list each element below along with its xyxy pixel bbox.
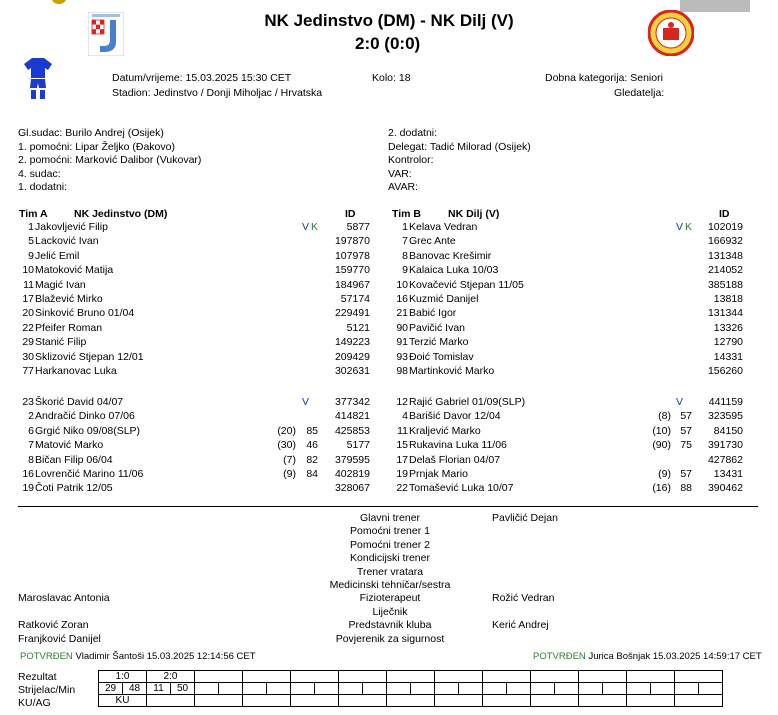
player-id: 302631 bbox=[334, 365, 370, 377]
player-id: 5177 bbox=[346, 439, 370, 452]
sub-for: (8) bbox=[658, 410, 671, 423]
official-right-line: VAR: bbox=[388, 167, 412, 180]
staff-away: Pavličić Dejan bbox=[492, 512, 558, 524]
official-right-line: AVAR: bbox=[388, 181, 418, 193]
grid-cell: 1:0 bbox=[99, 671, 147, 683]
team-a-id-header: ID bbox=[345, 208, 356, 220]
staff-role: Liječnik bbox=[372, 605, 408, 618]
player-name: Čoti Patrik 12/05 bbox=[35, 482, 113, 495]
player-name: Barišić Davor 12/04 bbox=[409, 410, 501, 423]
grid-cell bbox=[483, 671, 531, 683]
sub-for: (9) bbox=[658, 468, 671, 480]
staff-role: Trener vratara bbox=[356, 565, 424, 578]
player-id: 156260 bbox=[707, 365, 743, 377]
label-strijelac: Strijelac/Min bbox=[18, 684, 76, 696]
player-name: Andračić Dinko 07/06 bbox=[35, 410, 135, 423]
player-id: 391730 bbox=[707, 439, 743, 452]
player-number: 5 bbox=[28, 235, 34, 248]
player-number: 9 bbox=[402, 264, 408, 277]
team-b-label: Tim B bbox=[392, 208, 421, 220]
player-number: 90 bbox=[396, 321, 408, 334]
sub-minute: 57 bbox=[680, 424, 692, 437]
official-left-line: 1. pomoćni: Lipar Željko (Đakovo) bbox=[18, 140, 175, 153]
staff-home: Franjković Danijel bbox=[18, 632, 101, 645]
grid-cell bbox=[675, 683, 699, 695]
player-id: 328067 bbox=[334, 482, 370, 495]
grid-cell bbox=[675, 695, 723, 707]
player-name: Škorić David 04/07 bbox=[35, 396, 124, 408]
player-name: Lovrenčić Marino 11/06 bbox=[35, 468, 144, 480]
player-name: Jelić Emil bbox=[35, 249, 80, 262]
grid-cell bbox=[555, 683, 579, 695]
player-id: 102019 bbox=[707, 221, 743, 233]
match-title: NK Jedinstvo (DM) - NK Dilj (V) bbox=[264, 11, 514, 30]
grid-cell: 2:0 bbox=[147, 671, 195, 683]
sub-for: (10) bbox=[652, 424, 671, 437]
player-id: 57174 bbox=[340, 293, 370, 305]
player-number: 21 bbox=[396, 307, 408, 320]
player-name: Kovačević Stjepan 11/05 bbox=[409, 278, 524, 291]
grid-cell bbox=[603, 683, 627, 695]
grid-cell bbox=[291, 695, 339, 707]
player-id: 84150 bbox=[713, 424, 743, 437]
grid-cell bbox=[627, 671, 675, 683]
player-name: Matović Marko bbox=[35, 439, 104, 452]
player-number: 11 bbox=[397, 424, 408, 437]
player-id: 385188 bbox=[707, 278, 743, 291]
jersey-icon bbox=[24, 58, 52, 100]
staff-away: Rožić Vedran bbox=[492, 592, 555, 605]
staff-home: Maroslavac Antonia bbox=[18, 592, 110, 605]
grid-cell bbox=[339, 683, 363, 695]
sub-minute: 75 bbox=[680, 439, 692, 452]
player-id: 159770 bbox=[334, 264, 370, 277]
grid-cell: 50 bbox=[171, 683, 195, 695]
sub-minute: 88 bbox=[680, 482, 692, 495]
grid-cell bbox=[531, 683, 555, 695]
grid-cell: 29 bbox=[99, 683, 123, 695]
player-name: Pfeifer Roman bbox=[35, 321, 103, 334]
official-left-line: Gl.sudac: Burilo Andrej (Osijek) bbox=[18, 127, 164, 139]
grid-cell bbox=[627, 695, 675, 707]
grid-cell bbox=[675, 671, 723, 683]
sub-for: (30) bbox=[277, 439, 296, 452]
player-number: 8 bbox=[402, 249, 408, 262]
player-number: 9 bbox=[28, 249, 34, 262]
staff-role: Kondicijski trener bbox=[350, 552, 430, 565]
player-id: 377342 bbox=[334, 396, 370, 408]
player-id: 107978 bbox=[334, 249, 370, 262]
player-name: Prnjak Mario bbox=[409, 468, 468, 480]
grid-cell bbox=[483, 683, 507, 695]
vice-mark: V bbox=[676, 221, 684, 233]
player-name: Kalaica Luka 10/03 bbox=[409, 264, 499, 277]
grid-cell bbox=[435, 683, 459, 695]
sub-for: (16) bbox=[652, 482, 671, 495]
player-number: 20 bbox=[22, 307, 34, 320]
team-a-name: NK Jedinstvo (DM) bbox=[74, 208, 168, 220]
player-name: Grgić Niko 09/08(SLP) bbox=[35, 424, 141, 437]
sub-for: (20) bbox=[277, 424, 296, 437]
grid-cell bbox=[243, 671, 291, 683]
grid-cell bbox=[507, 683, 531, 695]
player-id: 414821 bbox=[334, 410, 370, 423]
player-name: Matoković Matija bbox=[35, 264, 114, 277]
staff-away: Kerić Andrej bbox=[492, 619, 549, 632]
player-number: 16 bbox=[22, 468, 34, 480]
player-name: Kraljević Marko bbox=[409, 424, 481, 437]
player-id: 379595 bbox=[334, 453, 370, 466]
player-number: 30 bbox=[22, 350, 34, 363]
grid-cell bbox=[435, 671, 483, 683]
player-name: Lacković Ivan bbox=[35, 235, 99, 248]
player-id: 13431 bbox=[713, 468, 743, 480]
player-id: 390462 bbox=[707, 482, 743, 495]
player-name: Kelava Vedran bbox=[409, 221, 478, 233]
grid-cell bbox=[267, 683, 291, 695]
captain-mark: K bbox=[311, 221, 319, 233]
grid-cell bbox=[291, 671, 339, 683]
player-number: 23 bbox=[22, 396, 34, 408]
grid-cell bbox=[339, 695, 387, 707]
player-id: 427862 bbox=[707, 453, 743, 466]
official-left-line: 1. dodatni: bbox=[18, 181, 68, 193]
player-name: Harkanovac Luka bbox=[35, 365, 117, 377]
player-id: 441159 bbox=[708, 396, 743, 408]
player-name: Grec Ante bbox=[409, 235, 456, 248]
player-number: 22 bbox=[396, 482, 408, 495]
home-confirm-status: POTVRĐEN bbox=[20, 651, 73, 662]
grid-cell bbox=[531, 671, 579, 683]
player-number: 77 bbox=[22, 365, 34, 377]
label-rezultat: Rezultat bbox=[18, 671, 57, 683]
vice-mark: V bbox=[302, 221, 310, 233]
team-b-id-header: ID bbox=[719, 208, 730, 220]
grid-cell bbox=[147, 695, 195, 707]
player-number: 6 bbox=[28, 424, 34, 437]
player-name: Terzić Marko bbox=[409, 336, 469, 349]
grid-row-ku bbox=[99, 695, 723, 707]
player-number: 29 bbox=[22, 336, 34, 349]
team-b-name: NK Dilj (V) bbox=[448, 208, 500, 220]
player-id: 14331 bbox=[713, 350, 743, 363]
player-number: 17 bbox=[396, 453, 408, 466]
home-confirmation bbox=[20, 651, 256, 662]
player-name: Martinković Marko bbox=[409, 365, 495, 377]
grid-cell bbox=[291, 683, 315, 695]
divider bbox=[18, 506, 758, 507]
grid-cell bbox=[219, 683, 243, 695]
player-name: Delaš Florian 04/07 bbox=[409, 453, 501, 466]
player-id: 402819 bbox=[334, 468, 370, 480]
grid-cell bbox=[243, 695, 291, 707]
grid-cell: 48 bbox=[123, 683, 147, 695]
sub-for: (9) bbox=[283, 468, 296, 480]
grid-cell bbox=[315, 683, 339, 695]
grid-cell bbox=[579, 695, 627, 707]
player-id: 13818 bbox=[713, 293, 743, 305]
player-id: 425853 bbox=[334, 424, 370, 437]
sub-for: (90) bbox=[652, 439, 671, 452]
vice-mark: V bbox=[302, 396, 310, 408]
player-name: Stanić Filip bbox=[35, 336, 87, 349]
player-id: 323595 bbox=[707, 410, 743, 423]
player-number: 15 bbox=[396, 439, 408, 452]
official-right-line: 2. dodatni: bbox=[388, 127, 438, 139]
grid-cell bbox=[579, 683, 603, 695]
grid-cell bbox=[411, 683, 435, 695]
player-number: 98 bbox=[396, 365, 408, 377]
player-name: Babić Igor bbox=[409, 307, 457, 320]
staff-role: Fizioterapeut bbox=[359, 592, 421, 605]
grid-cell bbox=[243, 683, 267, 695]
stadium: Stadion: Jedinstvo / Donji Miholjac / Hrvatska bbox=[112, 87, 323, 99]
grid-cell bbox=[387, 671, 435, 683]
grid-cell bbox=[435, 695, 483, 707]
match-score: 2:0 (0:0) bbox=[355, 34, 421, 53]
player-number: 93 bbox=[396, 350, 408, 363]
player-number: 16 bbox=[396, 293, 408, 305]
grid-row-strijelac bbox=[99, 683, 723, 695]
player-id: 184967 bbox=[334, 278, 370, 291]
player-name: Pavičić Ivan bbox=[409, 321, 466, 334]
grid-cell bbox=[699, 683, 723, 695]
grid-cell bbox=[195, 683, 219, 695]
player-id: 149223 bbox=[334, 336, 370, 349]
player-id: 214052 bbox=[707, 264, 743, 277]
grid-cell bbox=[459, 683, 483, 695]
player-name: Rukavina Luka 11/06 bbox=[409, 439, 507, 452]
player-number: 1 bbox=[402, 221, 408, 233]
label-ku-ag: KU/AG bbox=[18, 697, 51, 709]
staff-role: Glavni trener bbox=[359, 512, 421, 524]
player-name: Tomašević Luka 10/07 bbox=[409, 482, 514, 495]
team-a-label: Tim A bbox=[19, 208, 48, 220]
grid-cell bbox=[195, 671, 243, 683]
player-id: 5121 bbox=[346, 321, 370, 334]
spectators: Gledatelja: bbox=[614, 87, 665, 99]
player-id: 197870 bbox=[334, 235, 370, 248]
staff-role: Pomoćni trener 1 bbox=[350, 525, 430, 538]
player-number: 10 bbox=[22, 264, 34, 277]
player-id: 229491 bbox=[334, 307, 370, 320]
player-number: 7 bbox=[28, 439, 34, 452]
player-number: 19 bbox=[396, 468, 408, 480]
away-confirm-text: Jurica Bošnjak 15.03.2025 14:59:17 CET bbox=[588, 651, 762, 662]
player-number: 8 bbox=[28, 453, 34, 466]
player-number: 1 bbox=[28, 221, 34, 233]
player-name: Magić Ivan bbox=[35, 278, 86, 291]
player-name: Kuzmić Danijel bbox=[409, 293, 479, 305]
player-name: Sklizović Stjepan 12/01 bbox=[35, 350, 144, 363]
player-id: 13326 bbox=[713, 321, 743, 334]
sub-for: (7) bbox=[283, 453, 296, 466]
player-number: 12 bbox=[396, 396, 408, 408]
grid-cell bbox=[195, 695, 243, 707]
official-right-line: Delegat: Tadić Milorad (Osijek) bbox=[388, 140, 531, 153]
age-category: Dobna kategorija: Seniori bbox=[545, 72, 663, 84]
grid-cell bbox=[363, 683, 387, 695]
grid-cell bbox=[387, 695, 435, 707]
grid-cell bbox=[651, 683, 675, 695]
grid-cell bbox=[483, 695, 531, 707]
away-confirm-status: POTVRĐEN bbox=[533, 651, 586, 662]
player-id: 131348 bbox=[707, 249, 743, 262]
player-name: Banovac Krešimir bbox=[409, 249, 492, 262]
captain-mark: K bbox=[685, 221, 693, 233]
sub-minute: 46 bbox=[306, 439, 318, 452]
player-name: Sinković Bruno 01/04 bbox=[35, 307, 135, 320]
official-right-line: Kontrolor: bbox=[388, 154, 434, 166]
player-number: 11 bbox=[23, 278, 34, 291]
player-number: 22 bbox=[22, 321, 34, 334]
away-confirmation bbox=[533, 651, 762, 662]
sub-minute: 57 bbox=[680, 410, 692, 423]
sub-minute: 85 bbox=[306, 424, 318, 437]
staff-role: Medicinski tehničar/sestra bbox=[329, 579, 451, 591]
grid-cell: 11 bbox=[147, 683, 171, 695]
home-confirm-text: Vladimir Šantoši 15.03.2025 12:14:56 CET bbox=[75, 651, 256, 662]
player-number: 10 bbox=[396, 278, 408, 291]
player-number: 19 bbox=[22, 482, 34, 495]
grid-cell bbox=[531, 695, 579, 707]
grid-cell bbox=[579, 671, 627, 683]
staff-role: Predstavnik kluba bbox=[348, 619, 432, 632]
sub-minute: 57 bbox=[680, 468, 692, 480]
player-number: 2 bbox=[28, 410, 34, 423]
player-number: 17 bbox=[22, 293, 34, 305]
official-left-line: 2. pomoćni: Marković Dalibor (Vukovar) bbox=[18, 154, 202, 166]
official-left-line: 4. sudac: bbox=[18, 167, 61, 180]
staff-home: Ratković Zoran bbox=[18, 619, 89, 632]
player-number: 4 bbox=[402, 410, 408, 423]
staff-role: Povjerenik za sigurnost bbox=[335, 632, 445, 645]
player-id: 12790 bbox=[713, 336, 743, 349]
grid-row-rezultat bbox=[99, 671, 723, 683]
player-id: 5877 bbox=[346, 221, 370, 233]
player-id: 131344 bbox=[707, 307, 743, 320]
grid-cell bbox=[387, 683, 411, 695]
player-name: Bičan Filip 06/04 bbox=[35, 453, 113, 466]
sub-minute: 84 bbox=[306, 468, 318, 480]
player-number: 91 bbox=[396, 336, 408, 349]
sub-minute: 82 bbox=[306, 453, 318, 466]
corner-logo-left bbox=[52, 0, 66, 4]
vice-mark: V bbox=[676, 396, 684, 408]
match-datetime: Datum/vrijeme: 15.03.2025 15:30 CET bbox=[112, 72, 292, 84]
player-name: Blažević Mirko bbox=[35, 293, 103, 305]
player-name: Đoić Tomislav bbox=[409, 350, 474, 363]
grid-cell bbox=[339, 671, 387, 683]
player-id: 209429 bbox=[334, 350, 370, 363]
grid-cell bbox=[627, 683, 651, 695]
match-round: Kolo: 18 bbox=[372, 72, 411, 84]
grid-cell: KU bbox=[99, 695, 147, 707]
player-number: 7 bbox=[402, 235, 408, 248]
result-grid bbox=[98, 670, 723, 707]
player-name: Jakovljević Filip bbox=[35, 221, 108, 233]
player-id: 166932 bbox=[707, 235, 743, 248]
staff-role: Pomoćni trener 2 bbox=[350, 538, 430, 551]
player-name: Rajić Gabriel 01/09(SLP) bbox=[409, 396, 526, 408]
